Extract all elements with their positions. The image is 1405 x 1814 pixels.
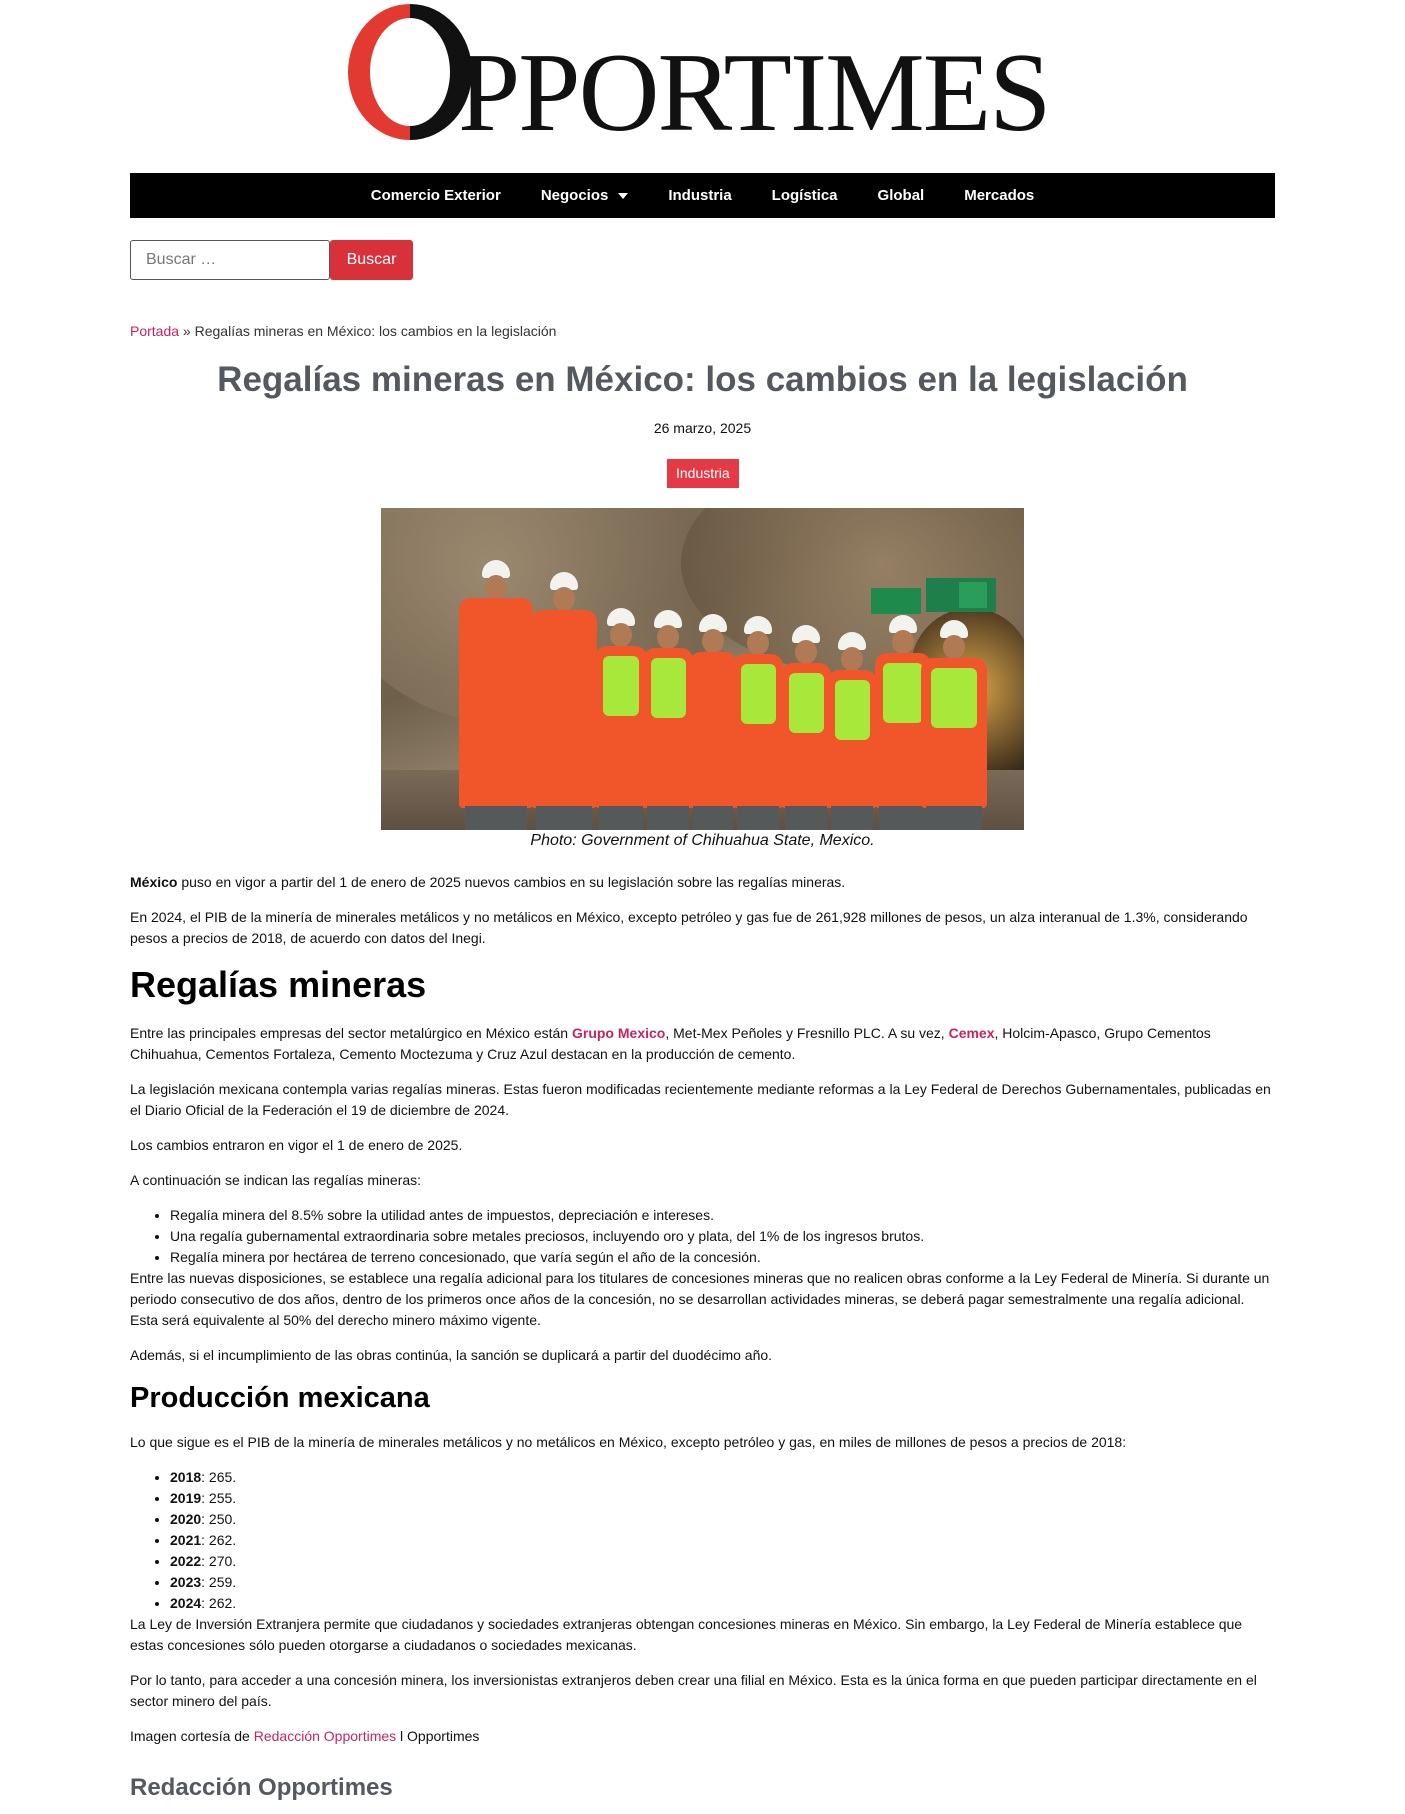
foreign-investment-paragraph: La Ley de Inversión Extranjera permite que ciudadanos y sociedades extranjeras obtengan concesiones mineras en México. Sin embargo, la Ley Federal de Minería establece que estas concesiones sólo pueden otorgarse a ciudadanos o sociedades mexicanas. <box>130 1616 1243 1653</box>
search-button[interactable]: Buscar <box>330 240 413 280</box>
royalties-list <box>130 1205 1275 1268</box>
hero-image <box>381 508 1024 830</box>
penalty-paragraph: Además, si el incumplimiento de las obras continúa, la sanción se duplicará a partir del duodécimo año. <box>130 1347 773 1363</box>
companies-paragraph: Entre las principales empresas del sector metalúrgico en México están Grupo Mexico, Met-Mex Peñoles y Fresnillo PLC. A su vez, Cemex, Holcim-Apasco, Grupo Cementos Chihuahua, Cementos Fortaleza, Cemento Moctezuma y Cruz Azul destacan en la producción de cemento. <box>130 1025 1211 1062</box>
production-list <box>130 1467 1275 1614</box>
list-item: • 2022: 270. <box>170 1551 1275 1572</box>
section-heading-royalties: Regalías mineras <box>130 964 427 1005</box>
post-date: 26 marzo, 2025 <box>653 420 752 436</box>
list-item: • 2020: 250. <box>170 1509 1275 1530</box>
subsidiary-paragraph: Por lo tanto, para acceder a una concesión minera, los inversionistas extranjeros deben crear una filial en México. Esta es la única forma en que pueden participar directamente en el sector minero del país. <box>130 1672 1257 1709</box>
breadcrumb-home-link[interactable]: Portada <box>130 323 180 339</box>
list-item: • 2019: 255. <box>170 1488 1275 1509</box>
category-badge[interactable]: Industria <box>667 459 739 488</box>
list-item: • 2021: 262. <box>170 1530 1275 1551</box>
nav-item-comercio-exterior[interactable]: Comercio Exterior <box>370 187 501 204</box>
nav-item-logistica[interactable]: Logística <box>771 187 838 204</box>
logo-wordmark: PPORTIMES <box>458 31 1050 155</box>
production-intro-paragraph: Lo que sigue es el PIB de la minería de minerales metálicos y no metálicos en México, excepto petróleo y gas, en miles de millones de pesos a precios de 2018: <box>130 1434 1127 1450</box>
list-intro-paragraph: A continuación se indican las regalías mineras: <box>130 1172 422 1188</box>
section-heading-production: Producción mexicana <box>130 1382 430 1414</box>
intro-paragraph: México puso en vigor a partir del 1 de enero de 2025 nuevos cambios en su legislación sobre las regalías mineras. <box>130 874 846 890</box>
main-nav <box>130 173 1275 218</box>
changes-paragraph: Los cambios entraron en vigor el 1 de enero de 2025. <box>130 1137 463 1153</box>
link-grupo-mexico[interactable]: Grupo Mexico <box>571 1025 666 1041</box>
page-title: Regalías mineras en México: los cambios en la legislación <box>217 360 1188 399</box>
list-item: • 2024: 262. <box>170 1593 1275 1614</box>
list-item: • Regalía minera del 8.5% sobre la utilidad antes de impuestos, depreciación e intereses. <box>170 1205 1275 1226</box>
article-body <box>130 872 1275 1801</box>
legislation-paragraph: La legislación mexicana contempla varias regalías mineras. Estas fueron modificadas recientemente mediante reformas a la Ley Federal de Derechos Gubernamentales, publicadas en el Diario Oficial de la Federación el 19 de diciembre de 2024. <box>130 1081 1271 1118</box>
search-input[interactable] <box>130 240 330 280</box>
nav-item-industria[interactable]: Industria <box>668 187 732 204</box>
image-credit: Imagen cortesía de Redacción Opportimes l Opportimes <box>130 1728 480 1744</box>
image-caption: Photo: Government of Chihuahua State, Mexico. <box>530 832 875 849</box>
gdp-paragraph: En 2024, el PIB de la minería de minerales metálicos y no metálicos en México, excepto petróleo y gas fue de 261,928 millones de pesos, un alza interanual de 1.3%, considerando pesos a precios de 2018, de acuerdo con datos del Inegi. <box>130 909 1248 946</box>
list-item: • Una regalía gubernamental extraordinaria sobre metales preciosos, incluyendo oro y plata, del 1% de los ingresos brutos. <box>170 1226 1275 1247</box>
new-rules-paragraph: Entre las nuevas disposiciones, se establece una regalía adicional para los titulares de concesiones mineras que no realicen obras conforme a la Ley Federal de Minería. Si durante un periodo consecutivo de dos años, dentro de los primeros once años de la concesión, no se desarrollan actividades mineras, se deberá pagar semestralmente una regalía adicional. Esta será equivalente al 50% del derecho minero máximo vigente. <box>130 1270 1270 1328</box>
list-item: • 2018: 265. <box>170 1467 1275 1488</box>
nav-item-mercados[interactable]: Mercados <box>964 187 1035 204</box>
nav-item-negocios[interactable]: Negocios <box>521 187 649 204</box>
list-item: • 2023: 259. <box>170 1572 1275 1593</box>
chevron-down-icon <box>618 193 628 199</box>
site-logo[interactable] <box>348 2 1056 155</box>
nav-item-global[interactable]: Global <box>877 187 925 204</box>
credit-author-link[interactable]: Redacción Opportimes <box>253 1728 397 1744</box>
breadcrumb-current: Regalías mineras en México: los cambios en la legislación <box>194 323 557 339</box>
author-heading[interactable]: Redacción Opportimes <box>130 1774 393 1801</box>
list-item: • Regalía minera por hectárea de terreno concesionado, que varía según el año de la concesión. <box>170 1247 1275 1268</box>
link-cemex[interactable]: Cemex <box>948 1025 995 1041</box>
breadcrumb: Portada » Regalías mineras en México: los cambios en la legislación <box>130 323 557 339</box>
logo-o-mark <box>348 4 472 140</box>
